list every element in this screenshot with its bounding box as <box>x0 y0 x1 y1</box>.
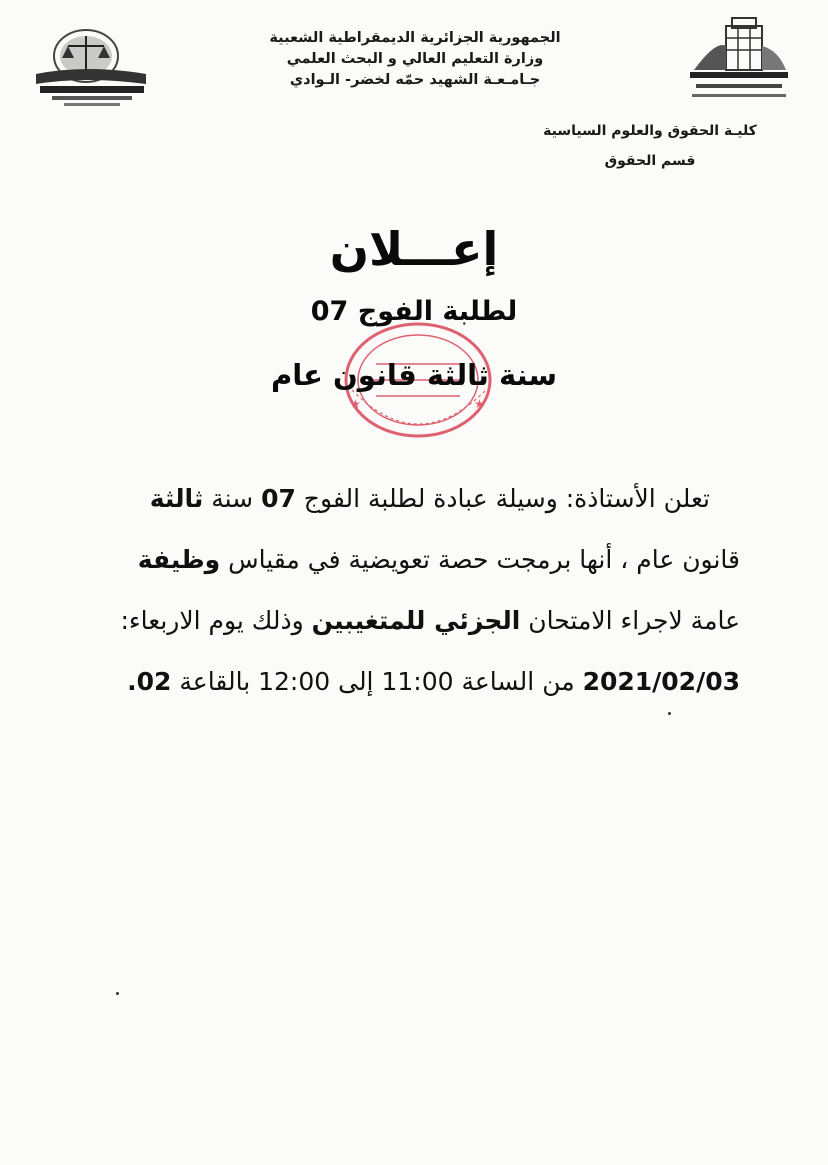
announcement-body <box>88 468 740 712</box>
body-line-2: قانون عام ، أنها برمجت حصة تعويضية في مقياس وظيفة <box>137 545 740 574</box>
header-block <box>250 28 580 91</box>
announcement-title: إعـــلان <box>329 222 499 276</box>
svg-text:★: ★ <box>350 397 361 411</box>
faculty-block <box>520 116 780 176</box>
scan-speck <box>668 712 671 715</box>
svg-text:★: ★ <box>474 397 485 411</box>
body-line-3: عامة لاجراء الامتحان الجزئي للمتغيبين وذلك يوم الاربعاء: <box>120 606 740 635</box>
body-line-4: 2021/02/03 من الساعة 11:00 إلى 12:00 بالقاعة 02. <box>127 667 740 696</box>
body-line-1: تعلن الأستاذة: وسيلة عبادة لطلبة الفوج 07 سنة ثالثة <box>149 484 710 513</box>
department-name: قسم الحقوق <box>604 153 696 169</box>
republic-name: الجمهورية الجزائرية الديمقراطية الشعبية <box>269 30 561 46</box>
scan-speck <box>116 992 119 995</box>
announcement-year: سنة ثالثة قانون عام <box>271 358 557 392</box>
faculty-name: كليـة الحقوق والعلوم السياسية <box>543 123 757 139</box>
faculty-logo <box>32 22 150 110</box>
announcement-subtitle: لطلبة الفوج 07 <box>310 296 518 327</box>
university-logo <box>686 16 792 108</box>
university-name: جـامـعـة الشهيد حمّه لخضر- الـوادي <box>289 72 541 88</box>
ministry-name: وزارة التعليم العالي و البحث العلمي <box>286 51 544 67</box>
